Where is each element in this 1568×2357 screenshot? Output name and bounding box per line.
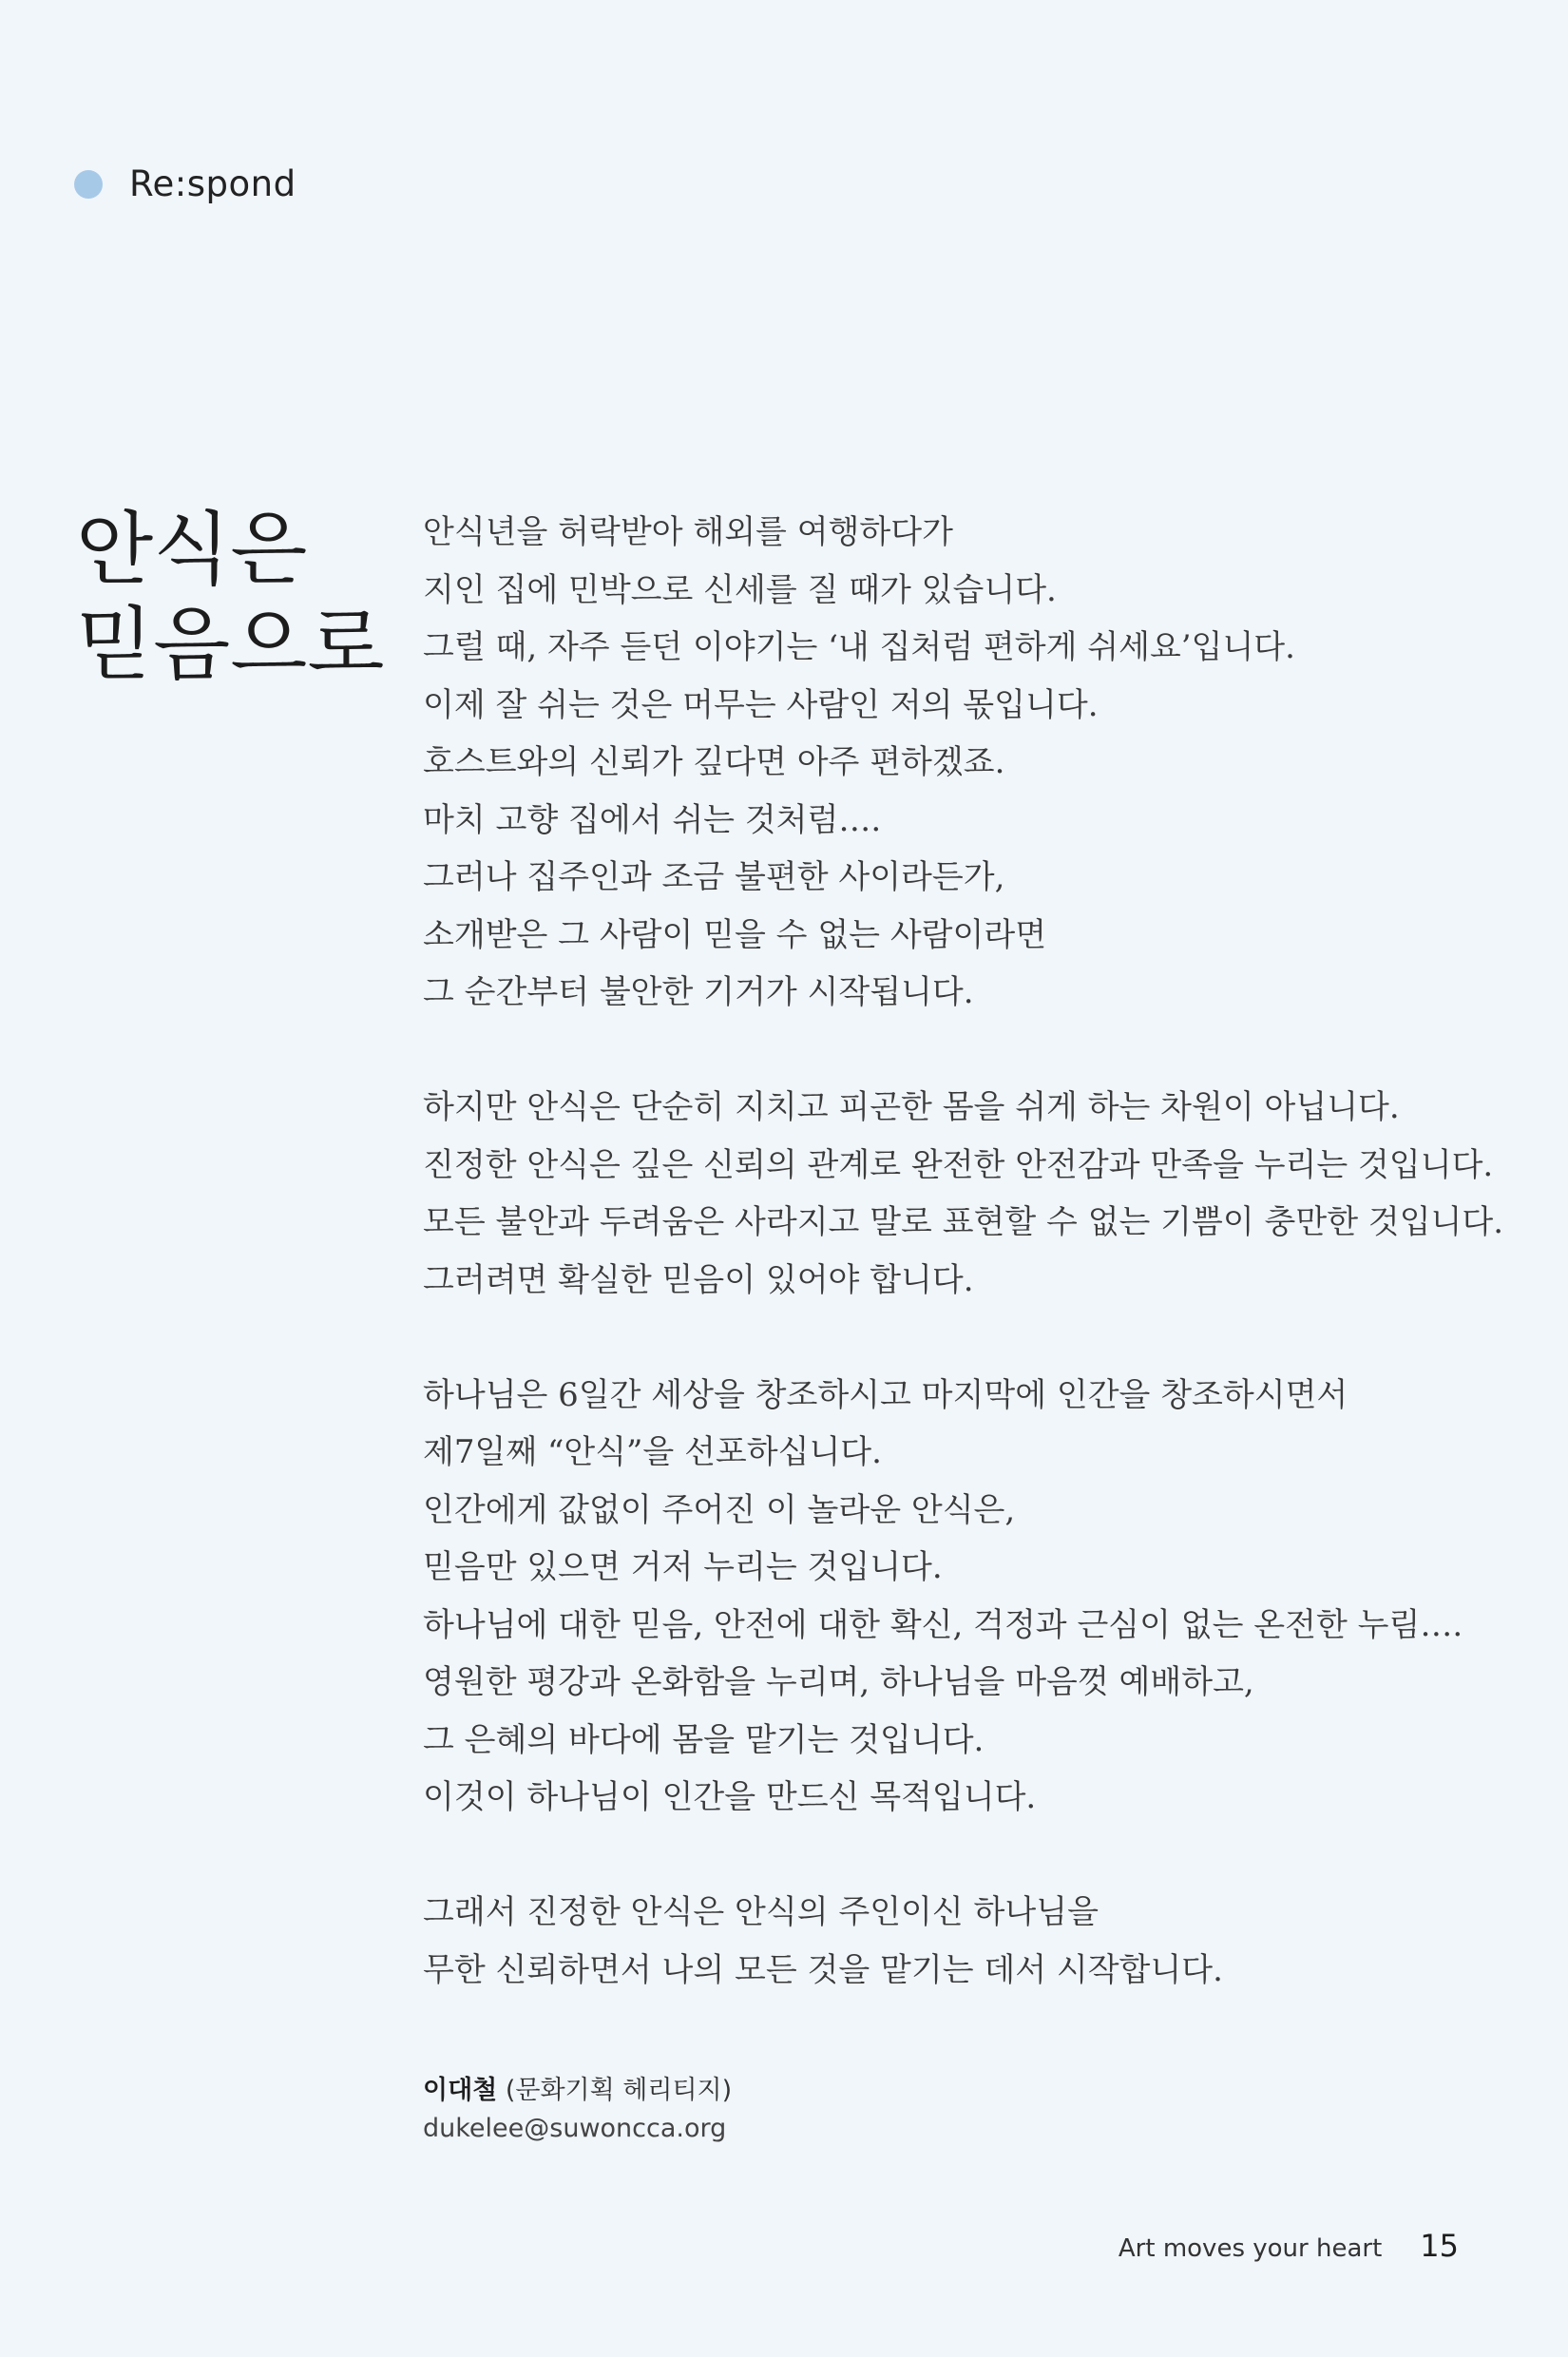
paragraph-gap: [423, 1022, 1506, 1080]
author-affiliation: (문화기획 헤리티지): [505, 2076, 733, 2105]
article-title: [76, 502, 385, 692]
article-title-line: 믿음으로: [76, 598, 385, 691]
footer-tagline: Art moves your heart: [1118, 2234, 1383, 2263]
section-tag: [74, 163, 296, 204]
paragraph-line: 호스트와의 신뢰가 깊다면 아주 편하겠죠.: [423, 743, 1005, 781]
paragraph-line: 그 순간부터 불안한 기거가 시작됩니다.: [423, 973, 974, 1011]
author-email[interactable]: dukelee@suwoncca.org: [423, 2114, 727, 2143]
paragraph-line: 지인 집에 민박으로 신세를 질 때가 있습니다.: [423, 570, 1057, 609]
paragraph-line: 그러려면 확실한 믿음이 있어야 합니다.: [423, 1260, 974, 1299]
paragraph-line: 이것이 하나님이 인간을 만드신 목적입니다.: [423, 1778, 1037, 1816]
paragraph-gap: [423, 1827, 1506, 1885]
article-title-line: 안식은: [76, 503, 308, 596]
article-body: [423, 504, 1506, 1999]
section-dot-icon: [74, 170, 103, 199]
paragraph: [423, 1079, 1506, 1309]
paragraph-line: 무한 신뢰하면서 나의 모든 것을 맡기는 데서 시작합니다.: [423, 1950, 1223, 1989]
paragraph-line: 진정한 안식은 깊은 신뢰의 관계로 완전한 안전감과 만족을 누리는 것입니다.: [423, 1145, 1494, 1184]
paragraph-line: 하나님에 대한 믿음, 안전에 대한 확신, 걱정과 근심이 없는 온전한 누림….: [423, 1605, 1463, 1644]
paragraph-line: 이제 잘 쉬는 것은 머무는 사람인 저의 몫입니다.: [423, 685, 1099, 724]
paragraph-line: 소개받은 그 사람이 믿을 수 없는 사람이라면: [423, 915, 1047, 954]
paragraph-line: 그럴 때, 자주 듣던 이야기는 ‘내 집처럼 편하게 쉬세요’입니다.: [423, 628, 1295, 666]
paragraph-line: 영원한 평강과 온화함을 누리며, 하나님을 마음껏 예배하고,: [423, 1663, 1254, 1701]
paragraph-line: 믿음만 있으면 거저 누리는 것입니다.: [423, 1548, 943, 1586]
paragraph-line: 그 은혜의 바다에 몸을 맡기는 것입니다.: [423, 1720, 985, 1759]
page-number: 15: [1420, 2228, 1459, 2264]
paragraph-gap: [423, 1309, 1506, 1367]
author-byline: [423, 2072, 732, 2110]
page-footer: [1119, 2228, 1459, 2264]
paragraph-line: 그러나 집주인과 조금 불편한 사이라든가,: [423, 858, 1005, 896]
paragraph-line: 제7일째 “안식”을 선포하십니다.: [423, 1433, 882, 1471]
author-name: 이대철: [423, 2076, 498, 2105]
paragraph-line: 하나님은 6일간 세상을 창조하시고 마지막에 인간을 창조하시면서: [423, 1375, 1348, 1414]
paragraph-line: 그래서 진정한 안식은 안식의 주인이신 하나님을: [423, 1893, 1099, 1931]
paragraph: [423, 504, 1506, 1022]
paragraph-line: 마치 고향 집에서 쉬는 것처럼….: [423, 800, 882, 839]
section-label: Re:spond: [129, 163, 296, 204]
paragraph-line: 모든 불안과 두려움은 사라지고 말로 표현할 수 없는 기쁨이 충만한 것입니다.: [423, 1203, 1504, 1241]
paragraph: [423, 1884, 1506, 1999]
paragraph: [423, 1367, 1506, 1827]
paragraph-line: 안식년을 허락받아 해외를 여행하다가: [423, 513, 953, 551]
paragraph-line: 인간에게 값없이 주어진 이 놀라운 안식은,: [423, 1490, 1016, 1529]
author-block: [423, 2072, 732, 2148]
paragraph-line: 하지만 안식은 단순히 지치고 피곤한 몸을 쉬게 하는 차원이 아닙니다.: [423, 1088, 1400, 1126]
